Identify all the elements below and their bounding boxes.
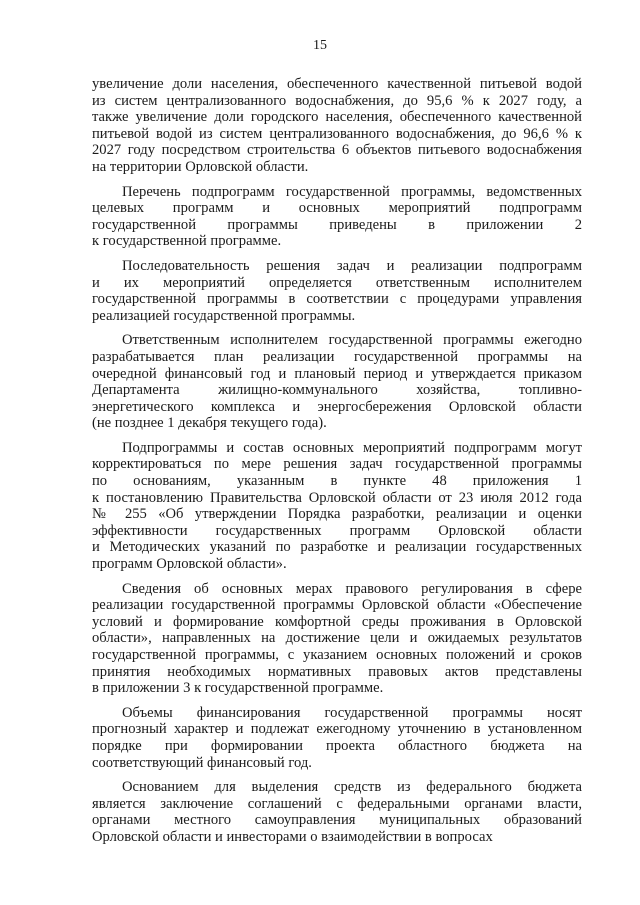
text-line: и Методических указаний по разработке и реализации государственных [92, 539, 582, 556]
text-line: Основанием для выделения средств из федерального бюджета [122, 779, 582, 796]
text-line: государственной программы, с указанием основных положений и сроков [92, 647, 582, 663]
text-line: реализацией государственной программы. [92, 307, 356, 324]
text-line: реализации государственной программы Орловской области «Обеспечение [92, 597, 582, 614]
paragraph [92, 705, 582, 771]
text-line: Перечень подпрограмм государственной программы, ведомственных [122, 183, 582, 200]
text-line: прогнозный характер и подлежат ежегодному уточнению в установленном [92, 721, 582, 738]
document-body [92, 76, 582, 854]
text-line: очередной финансовый год и плановый период и утверждается приказом [92, 365, 582, 382]
text-line: органами местного самоуправления муниципальных образований [92, 812, 582, 829]
text-line: Последовательность решения задач и реализации подпрограмм [122, 257, 582, 274]
text-line: на территории Орловской области. [92, 158, 309, 175]
text-line: к государственной программе. [92, 233, 282, 250]
paragraph [92, 76, 582, 176]
text-line: программ Орловской области». [92, 556, 287, 573]
text-line: к постановлению Правительства Орловской области от 23 июля 2012 года [92, 489, 582, 506]
text-line: Подпрограммы и состав основных мероприятий подпрограмм могут [122, 439, 582, 456]
text-line: и их мероприятий определяется ответственным исполнителем [92, 274, 582, 291]
text-line: является заключение соглашений с федеральными органами власти, [92, 795, 582, 812]
text-line: Объемы финансирования государственной программы носят [122, 704, 582, 721]
text-line: условий и формирование комфортной среды проживания в Орловской [92, 613, 582, 630]
text-line: в приложении 3 к государственной программе. [92, 680, 384, 697]
text-line: разрабатывается план реализации государственной программы на [92, 348, 582, 365]
page-number: 15 [313, 38, 327, 53]
text-line: порядке при формировании проекта областного бюджета на [92, 737, 582, 754]
text-line: по основаниям, указанным в пункте 48 приложения 1 [92, 473, 582, 490]
text-line: Сведения об основных мерах правового регулирования в сфере [122, 580, 582, 597]
text-line: целевых программ и основных мероприятий подпрограмм [92, 200, 582, 217]
text-line: корректироваться по мере решения задач государственной программы [92, 456, 582, 473]
text-line: эффективности государственных программ Орловской области [92, 522, 582, 539]
text-line: 2027 году посредством строительства 6 объектов питьевого водоснабжения [92, 142, 582, 159]
text-line: государственной программы приведены в приложении 2 [92, 216, 582, 233]
text-line: Департамента жилищно-коммунального хозяйства, топливно- [92, 382, 582, 399]
text-line: Орловской области и инвесторами о взаимодействии в вопросах [92, 828, 493, 845]
paragraph [92, 184, 582, 250]
paragraph [92, 779, 582, 845]
text-line: (не позднее 1 декабря текущего года). [92, 415, 327, 432]
text-line: Ответственным исполнителем государственной программы ежегодно [122, 332, 582, 349]
text-line: соответствующий финансовый год. [92, 754, 312, 771]
text-line: государственной программы в соответствии с процедурами управления [92, 291, 582, 308]
text-line: № 255 «Об утверждении Порядка разработки, реализации и оценки [92, 506, 582, 523]
paragraph [92, 258, 582, 324]
text-line: также увеличение доли городского населения, обеспеченного качественной [92, 109, 582, 126]
text-line: энергетического комплекса и энергосбережения Орловской области [92, 398, 582, 415]
text-line: принятия необходимых нормативных правовых актов представлены [92, 663, 582, 680]
paragraph [92, 581, 582, 697]
text-line: из систем централизованного водоснабжения, до 95,6 % к 2027 году, а [92, 92, 582, 109]
paragraph [92, 440, 582, 573]
text-line: области», направленных на достижение цели и ожидаемых результатов [92, 630, 582, 647]
text-line: увеличение доли населения, обеспеченного качественной питьевой водой [92, 76, 582, 92]
paragraph [92, 332, 582, 432]
text-line: питьевой водой из систем централизованного водоснабжения, до 96,6 % к [92, 125, 582, 142]
